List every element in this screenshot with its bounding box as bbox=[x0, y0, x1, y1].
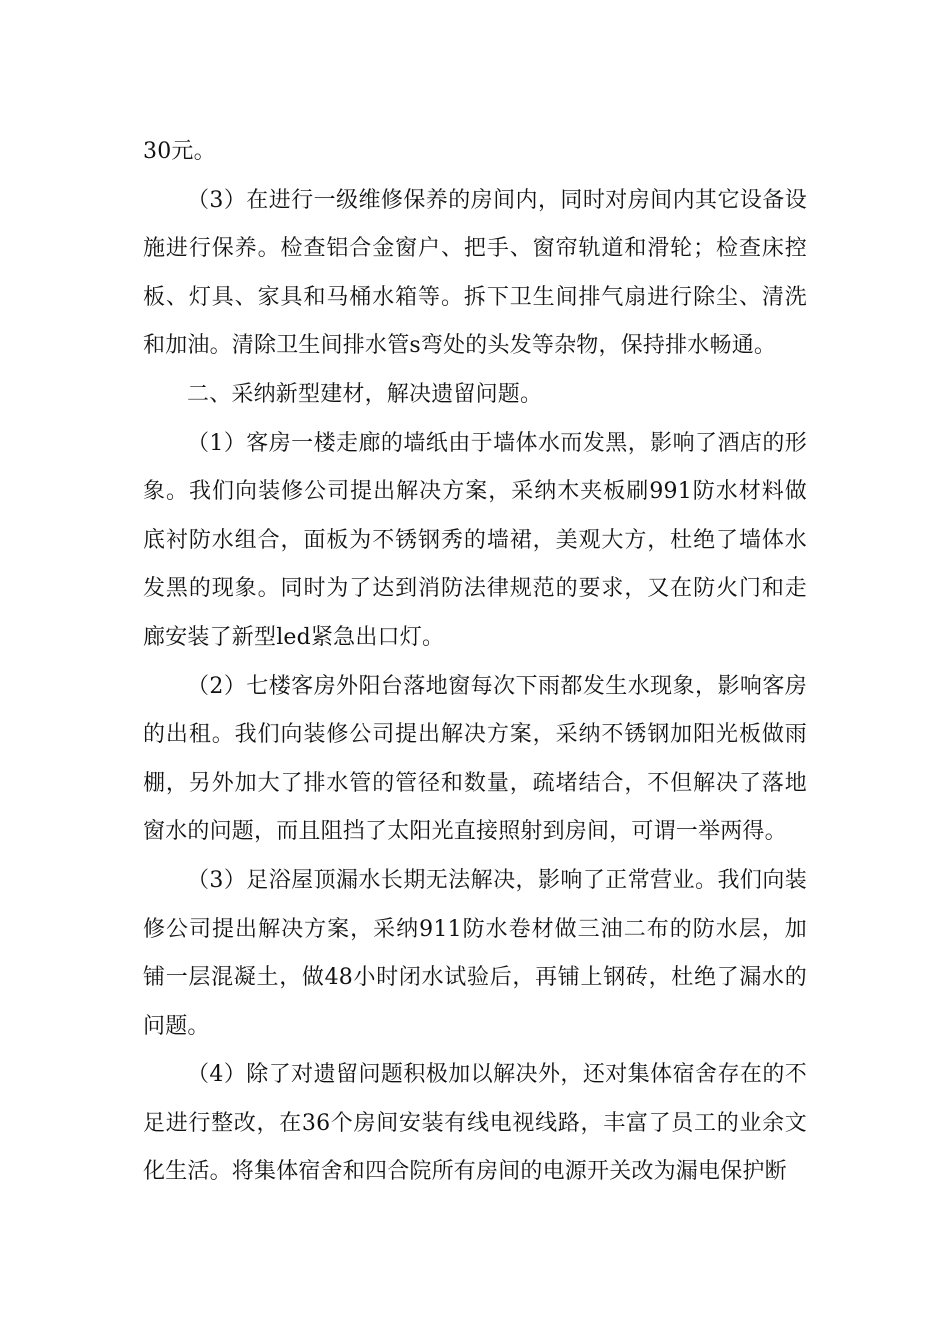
paragraph-5: （3）足浴屋顶漏水长期无法解决，影响了正常营业。我们向装修公司提出解决方案，采纳911防水卷材做三油二布的防水层，加铺一层混凝土，做48小时闭水试验后，再铺上钢砖，杜绝了漏水的问题。 bbox=[143, 867, 807, 1039]
section-heading: 二、采纳新型建材，解决遗留问题。 bbox=[187, 381, 543, 407]
paragraph-3: （1）客房一楼走廊的墙纸由于墙体水而发黑，影响了酒店的形象。我们向装修公司提出解决方案，采纳木夹板刷991防水材料做底衬防水组合，面板为不锈钢秀的墙裙，美观大方，杜绝了墙体水发黑的现象。同时为了达到消防法律规范的要求，又在防火门和走廊安装了新型led紧急出口灯。 bbox=[143, 430, 807, 650]
document-body bbox=[143, 128, 807, 1197]
paragraph-1: 30元。 bbox=[143, 139, 216, 164]
paragraph-4: （2）七楼客房外阳台落地窗每次下雨都发生水现象，影响客房的出租。我们向装修公司提出解决方案，采纳不锈钢加阳光板做雨棚，另外加大了排水管的管径和数量，疏堵结合，不但解决了落地窗水的问题，而且阻挡了太阳光直接照射到房间，可谓一举两得。 bbox=[143, 673, 807, 845]
paragraph-2: （3）在进行一级维修保养的房间内，同时对房间内其它设备设施进行保养。检查铝合金窗户、把手、窗帘轨道和滑轮；检查床控板、灯具、家具和马桶水箱等。拆下卫生间排气扇进行除尘、清洗和加油。清除卫生间排水管s弯处的头发等杂物，保持排水畅通。 bbox=[143, 187, 807, 359]
paragraph-6: （4）除了对遗留问题积极加以解决外，还对集体宿舍存在的不足进行整改，在36个房间安装有线电视线路，丰富了员工的业余文化生活。将集体宿舍和四合院所有房间的电源开关改为漏电保护断 bbox=[143, 1062, 807, 1185]
